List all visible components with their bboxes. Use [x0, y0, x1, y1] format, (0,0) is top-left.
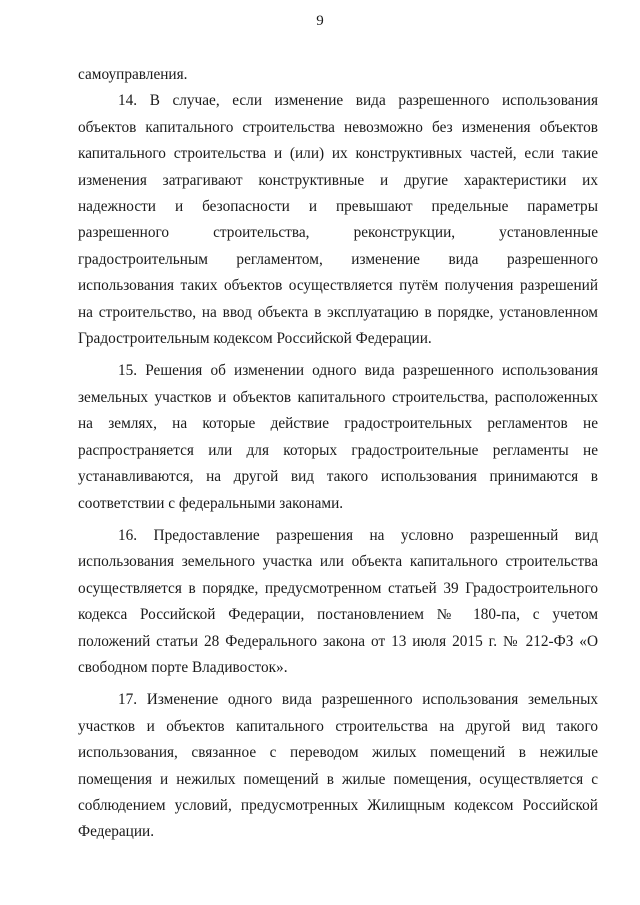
paragraph-16: 16. Предоставление разрешения на условно разрешенный вид использования земельного участка или объекта капитального строительства осуществляется в порядке, предусмотренном статьей 39 Градостроительного кодекса Российской Федерации, постановлением № 180-па, с учетом положений статьи 28 Федерального закона от 13 июля 2015 г. № 212-ФЗ «О свободном порте Владивосток». [78, 526, 598, 676]
paragraph-15: 15. Решения об изменении одного вида разрешенного использования земельных участков и объектов капитального строительства, расположенных на землях, на которые действие градостроительных регламентов не распространяется или для которых градостроительные регламенты не устанавливаются, на другой вид такого использования принимаются в соответствии с федеральными законами. [78, 362, 598, 512]
paragraph-continuation: самоуправления. [78, 66, 188, 83]
page-number: 9 [316, 13, 324, 29]
paragraph-17: 17. Изменение одного вида разрешенного использования земельных участков и объектов капитального строительства на другой вид такого использования, связанное с переводом жилых помещений в нежилые помещения и нежилых помещений в жилые помещения, осуществляется с соблюдением условий, предусмотренных Жилищным кодексом Российской Федерации. [78, 691, 598, 841]
paragraph-14: 14. В случае, если изменение вида разрешенного использования объектов капитального строительства невозможно без изменения объектов капитального строительства и (или) их конструктивных частей, если такие изменения затрагивают конструктивные и другие характеристики их надежности и безопасности и превышают предельные параметры разрешенного строительства, реконструкции, установленные градостроительным регламентом, изменение вида разрешенного использования таких объектов осуществляется путём получения разрешений на строительство, на ввод объекта в эксплуатацию в порядке, установленном Градостроительным кодексом Российской Федерации. [78, 92, 598, 348]
document-body [78, 62, 598, 846]
